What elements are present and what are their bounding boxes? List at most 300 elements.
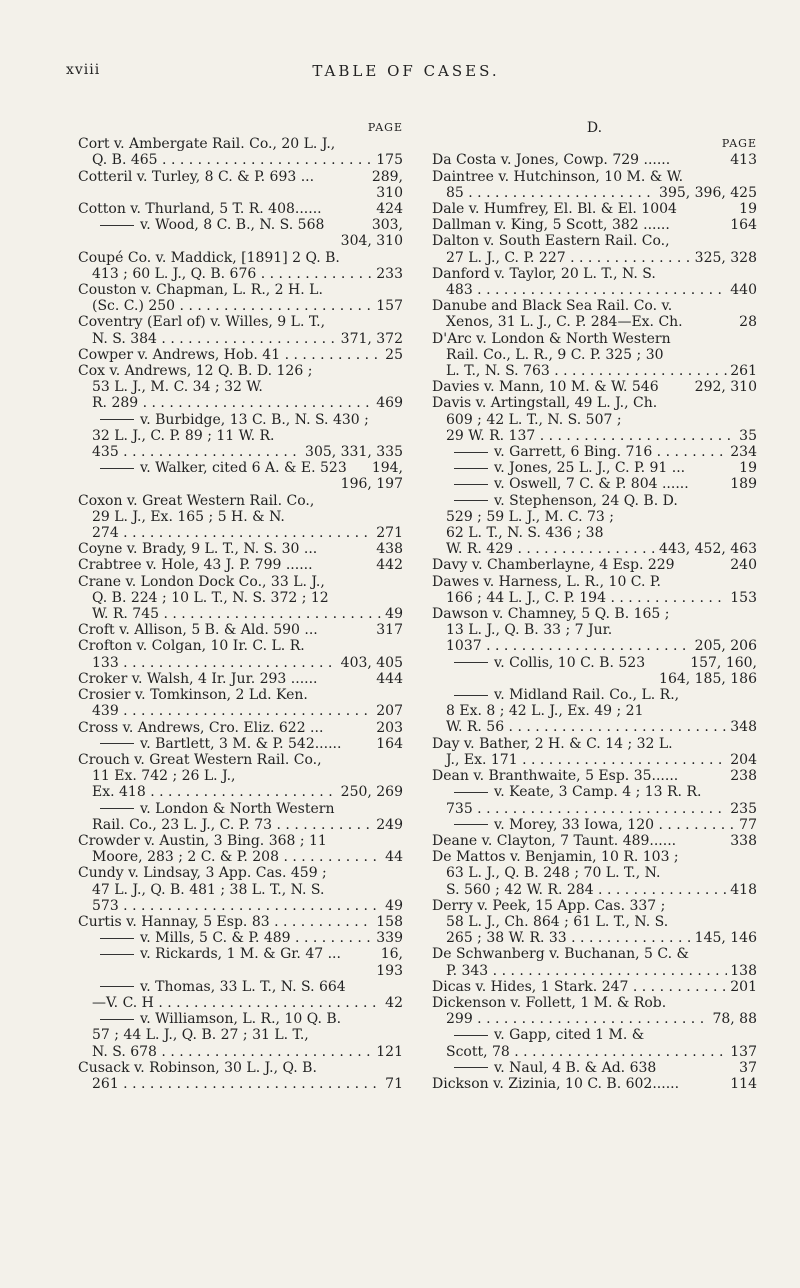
citation-text: v. Stephenson, 24 Q. B. D. [494, 492, 678, 509]
page-reference: 44 [382, 849, 403, 865]
case-line [78, 590, 403, 606]
case-line [432, 347, 757, 363]
case-entry [78, 671, 403, 687]
case-line [78, 687, 403, 703]
citation-text: 57 ; 44 L. J., Q. B. 27 ; 31 L. T., [92, 1027, 309, 1044]
case-entry [78, 1011, 403, 1060]
ditto-dash [454, 824, 488, 825]
case-entry [432, 833, 757, 849]
case-entry [78, 687, 403, 719]
citation-text: Cross v. Andrews, Cro. Eliz. 622 ... [78, 719, 324, 736]
ditto-dash [454, 468, 488, 469]
citation-text: Crouch v. Great Western Rail. Co., [78, 751, 322, 768]
ditto-dash [100, 938, 134, 939]
ditto-dash [454, 1035, 488, 1036]
right-column [432, 120, 757, 1092]
citation-text: v. Oswell, 7 C. & P. 804 ...... [494, 476, 689, 493]
ditto-dash [100, 468, 134, 469]
running-title: TABLE OF CASES. [312, 62, 500, 80]
ditto-dash [454, 484, 488, 485]
case-line [78, 314, 403, 330]
citation-text: Coxon v. Great Western Rail. Co., [78, 492, 315, 509]
citation-text: Cox v. Andrews, 12 Q. B. D. 126 ; [78, 363, 313, 380]
citation-text: 439 . . . [92, 703, 403, 719]
case-line [78, 428, 403, 444]
case-line [432, 395, 757, 411]
case-line [78, 574, 403, 590]
case-line [432, 963, 757, 979]
citation-text: (Sc. C.) 250 . . . [92, 298, 403, 314]
page-reference: 138 [727, 963, 757, 979]
page-reference: 233 [373, 266, 403, 282]
page-reference: 203 [373, 720, 403, 736]
citation-text: 29 L. J., Ex. 165 ; 5 H. & N. [92, 508, 285, 525]
case-entry [432, 736, 757, 768]
case-line [432, 898, 757, 914]
citation-text: Da Costa v. Jones, Cowp. 729 ...... [432, 152, 671, 169]
case-entry [78, 282, 403, 314]
page-reference: 157 [373, 298, 403, 314]
citation-text: 62 L. T., N. S. 436 ; 38 [446, 525, 604, 542]
page-reference: 137 [727, 1044, 757, 1060]
page-reference: 371, 372 [338, 331, 403, 347]
case-line [432, 201, 757, 217]
page-reference: 339 [373, 930, 403, 946]
citation-text: Davis v. Artingstall, 49 L. J., Ch. [432, 395, 658, 412]
citation-text: 11 Ex. 742 ; 26 L. J., [92, 768, 236, 785]
case-entry [78, 914, 403, 930]
citation-text: Xenos, 31 L. J., C. P. 284—Ex. Ch. [446, 314, 683, 331]
case-entry [78, 250, 403, 282]
case-line [78, 671, 403, 687]
page-reference: 234 [727, 444, 757, 460]
citation-text: 13 L. J., Q. B. 33 ; 7 Jur. [446, 622, 613, 639]
case-entry [432, 655, 757, 687]
citation-text: Rail. Co., L. R., 9 C. P. 325 ; 30 [446, 346, 664, 363]
ditto-dash [100, 808, 134, 809]
citation-text: R. 289 . . . [92, 395, 403, 411]
citation-text: 483 . . . [446, 282, 757, 298]
page-reference: 304, 310 [340, 233, 403, 250]
citation-text: Q. B. 465 . . . [92, 152, 403, 168]
citation-text: 85 . . . [446, 185, 757, 201]
ditto-dash [100, 419, 134, 420]
citation-text: v. Wood, 8 C. B., N. S. 568 [140, 217, 325, 234]
ditto-dash [100, 986, 134, 987]
case-entry [78, 314, 403, 346]
case-entry [78, 460, 403, 492]
page-reference: 204 [727, 752, 757, 768]
case-line [432, 185, 757, 201]
citation-text: Q. B. 224 ; 10 L. T., N. S. 372 ; 12 [92, 589, 329, 606]
case-line [78, 946, 403, 962]
case-line [78, 963, 403, 979]
case-line [432, 266, 757, 282]
case-line [78, 606, 403, 622]
case-line [432, 314, 757, 330]
case-entry [78, 865, 403, 914]
case-line [78, 1027, 403, 1043]
case-entry [432, 201, 757, 217]
page-reference: 240 [727, 557, 757, 573]
citation-text: Dickson v. Zizinia, 10 C. B. 602...... [432, 1075, 680, 1092]
case-entry [78, 801, 403, 833]
page-reference: 19 [736, 460, 757, 476]
citation-text: v. Morey, 33 Iowa, 120 . . . [494, 817, 757, 833]
case-line [78, 347, 403, 363]
case-line [78, 833, 403, 849]
case-entry [78, 493, 403, 542]
case-line [432, 622, 757, 638]
case-entry [432, 460, 757, 476]
case-line [78, 233, 403, 249]
page-reference: 35 [736, 428, 757, 444]
case-entry [78, 736, 403, 752]
citation-text: Ex. 418 . . . [92, 784, 403, 800]
page-reference: 418 [727, 882, 757, 898]
case-line [78, 331, 403, 347]
case-entry [78, 363, 403, 412]
citation-text: Dickenson v. Follett, 1 M. & Rob. [432, 994, 667, 1011]
ditto-dash [454, 1067, 488, 1068]
case-line [78, 638, 403, 654]
case-line [432, 736, 757, 752]
case-line [432, 914, 757, 930]
left-entries [78, 136, 403, 1092]
citation-text: Derry v. Peek, 15 App. Cas. 337 ; [432, 897, 666, 914]
case-line [78, 1060, 403, 1076]
case-line [78, 703, 403, 719]
case-line [78, 817, 403, 833]
citation-text: Danford v. Taylor, 20 L. T., N. S. [432, 265, 656, 282]
case-line [432, 217, 757, 233]
case-line [432, 541, 757, 557]
case-line [432, 606, 757, 622]
case-entry [432, 687, 757, 736]
citation-text: Rail. Co., 23 L. J., C. P. 73 . . . [92, 817, 403, 833]
citation-text: 529 ; 59 L. J., M. C. 73 ; [446, 508, 615, 525]
citation-text: Dawes v. Harness, L. R., 10 C. P. [432, 573, 661, 590]
case-entry [432, 152, 757, 168]
case-entry [78, 930, 403, 946]
case-line [432, 590, 757, 606]
citation-text: v. Bartlett, 3 M. & P. 542...... [140, 735, 342, 752]
page-reference: 71 [382, 1076, 403, 1092]
case-line [432, 282, 757, 298]
case-line [78, 752, 403, 768]
page-reference: 289, [369, 169, 403, 185]
case-line [78, 914, 403, 930]
case-line [432, 152, 757, 168]
page-reference: 443, 452, 463 [656, 541, 757, 557]
page-reference: 77 [736, 817, 757, 833]
case-line [78, 979, 403, 995]
case-line [432, 979, 757, 995]
case-entry [432, 1027, 757, 1059]
case-line [432, 784, 757, 800]
case-entry [432, 946, 757, 978]
citation-text: 58 L. J., Ch. 864 ; 61 L. T., N. S. [446, 913, 669, 930]
citation-text: 261 . . . [92, 1076, 403, 1092]
page-reference: 235 [727, 801, 757, 817]
case-entry [432, 979, 757, 995]
ditto-dash [454, 792, 488, 793]
case-entry [78, 1060, 403, 1092]
case-line [78, 412, 403, 428]
citation-text: 413 ; 60 L. J., Q. B. 676 . . . [92, 266, 403, 282]
page-reference: 153 [727, 590, 757, 606]
citation-text: v. Keate, 3 Camp. 4 ; 13 R. R. [494, 784, 702, 801]
page-reference: 189 [727, 476, 757, 492]
citation-text: 435 . . . [92, 444, 403, 460]
case-line [78, 444, 403, 460]
citation-text: 735 . . . [446, 801, 757, 817]
case-entry [78, 720, 403, 736]
case-line [78, 217, 403, 233]
case-line [432, 768, 757, 784]
case-line [432, 703, 757, 719]
case-line [78, 930, 403, 946]
citation-text: —V. C. H . . . [92, 995, 403, 1011]
case-line [432, 509, 757, 525]
page-column-label: PAGE [721, 137, 757, 151]
page-column-label: PAGE [367, 121, 403, 134]
case-line [78, 1011, 403, 1027]
citation-text: Coupé Co. v. Maddick, [1891] 2 Q. B. [78, 249, 340, 266]
case-entry [432, 493, 757, 558]
case-entry [78, 833, 403, 865]
ditto-dash [454, 695, 488, 696]
page-reference: 310 [376, 184, 403, 201]
citation-text: Cotteril v. Turley, 8 C. & P. 693 ... [78, 168, 315, 185]
ditto-dash [454, 500, 488, 501]
page-reference: 205, 206 [692, 638, 757, 654]
ditto-dash [100, 954, 134, 955]
case-line [78, 995, 403, 1011]
citation-text: Crabtree v. Hole, 43 J. P. 799 ...... [78, 557, 313, 574]
case-line [432, 493, 757, 509]
page-reference: 19 [736, 201, 757, 217]
case-entry [78, 169, 403, 201]
citation-text: De Mattos v. Benjamin, 10 R. 103 ; [432, 849, 679, 866]
page-reference: 145, 146 [692, 930, 757, 946]
case-line [432, 1027, 757, 1043]
citation-text: Cort v. Ambergate Rail. Co., 20 L. J., [78, 136, 336, 153]
page-reference: 164 [727, 217, 757, 233]
page-reference: 395, 396, 425 [656, 185, 757, 201]
citation-text: 265 ; 38 W. R. 33 . . . [446, 930, 757, 946]
case-line [78, 557, 403, 573]
page-reference: 250, 269 [338, 784, 403, 800]
case-line [432, 865, 757, 881]
case-line [78, 768, 403, 784]
citation-text: 63 L. J., Q. B. 248 ; 70 L. T., N. [446, 865, 661, 882]
citation-text: 299 . . . [446, 1011, 757, 1027]
citation-text: Cowper v. Andrews, Hob. 41 . . . [78, 347, 403, 363]
page-reference: 158 [373, 914, 403, 930]
right-entries [432, 152, 757, 1092]
case-line [78, 201, 403, 217]
page-reference: 440 [727, 282, 757, 298]
page-reference: 424 [373, 201, 403, 217]
citation-text: Croker v. Walsh, 4 Ir. Jur. 293 ...... [78, 670, 318, 687]
case-line [78, 185, 403, 201]
citation-text: v. London & North Western [140, 800, 335, 817]
case-line [78, 395, 403, 411]
citation-text: v. Thomas, 33 L. T., N. S. 664 [140, 978, 346, 995]
case-line [432, 817, 757, 833]
case-line [78, 736, 403, 752]
citation-text: L. T., N. S. 763 . . . [446, 363, 757, 379]
case-line [78, 898, 403, 914]
page-reference: 303, [369, 217, 403, 233]
case-entry [432, 784, 757, 816]
case-entry [78, 574, 403, 623]
page-reference: 164 [373, 736, 403, 752]
citation-text: Scott, 78 . . . [446, 1044, 757, 1060]
citation-text: Dicas v. Hides, 1 Stark. 247 . . . [432, 979, 757, 995]
case-entry [432, 233, 757, 265]
case-line [78, 298, 403, 314]
citation-text: 29 W. R. 137 . . . [446, 428, 757, 444]
citation-text: Cusack v. Robinson, 30 L. J., Q. B. [78, 1059, 317, 1076]
case-line [78, 152, 403, 168]
citation-text: v. Rickards, 1 M. & Gr. 47 ... [140, 946, 341, 963]
case-line [78, 250, 403, 266]
page-reference: 403, 405 [338, 655, 403, 671]
case-line [78, 1076, 403, 1092]
citation-text: v. Mills, 5 C. & P. 489 . . . [140, 930, 403, 946]
page-reference: 49 [382, 606, 403, 622]
citation-text: Coyne v. Brady, 9 L. T., N. S. 30 ... [78, 541, 318, 558]
citation-text: W. R. 745 . . . [92, 606, 403, 622]
citation-text: 274 . . . [92, 525, 403, 541]
case-line [432, 930, 757, 946]
citation-text: N. S. 678 . . . [92, 1044, 403, 1060]
citation-text: 133 . . . [92, 655, 403, 671]
citation-text: Crane v. London Dock Co., 33 L. J., [78, 573, 325, 590]
citation-text: D'Arc v. London & North Western [432, 330, 671, 347]
case-line [78, 849, 403, 865]
citation-text: Croft v. Allison, 5 B. & Ald. 590 ... [78, 622, 318, 639]
page-reference: 175 [373, 152, 403, 168]
case-line [78, 509, 403, 525]
case-line [432, 557, 757, 573]
case-line [78, 1044, 403, 1060]
citation-text: v. Naul, 4 B. & Ad. 638 [494, 1059, 657, 1076]
case-line [78, 882, 403, 898]
citation-text: Crowder v. Austin, 3 Bing. 368 ; 11 [78, 832, 327, 849]
case-line [432, 833, 757, 849]
ditto-dash [100, 1019, 134, 1020]
citation-text: De Schwanberg v. Buchanan, 5 C. & [432, 946, 689, 963]
page-reference: 325, 328 [692, 250, 757, 266]
case-line [78, 169, 403, 185]
citation-text: v. Collis, 10 C. B. 523 [494, 654, 646, 671]
case-entry [78, 638, 403, 670]
case-line [432, 752, 757, 768]
case-entry [432, 476, 757, 492]
citation-text: 573 . . . [92, 898, 403, 914]
ditto-dash [100, 743, 134, 744]
case-line [432, 687, 757, 703]
case-line [432, 1076, 757, 1092]
page-reference: 37 [736, 1060, 757, 1076]
case-entry [432, 395, 757, 444]
citation-text: S. 560 ; 42 W. R. 284 . . . [446, 882, 757, 898]
citation-text: Dalton v. South Eastern Rail. Co., [432, 233, 670, 250]
case-entry [432, 898, 757, 947]
page-reference: 413 [727, 152, 757, 168]
page-reference: 207 [373, 703, 403, 719]
page-header [66, 62, 746, 86]
page-reference: 196, 197 [340, 476, 403, 493]
case-line [432, 444, 757, 460]
case-line [432, 801, 757, 817]
page-reference: 438 [373, 541, 403, 557]
case-line [432, 460, 757, 476]
case-line [432, 638, 757, 654]
case-entry [432, 995, 757, 1027]
citation-text: W. R. 56 . . . [446, 719, 757, 735]
case-line [78, 541, 403, 557]
case-line [432, 671, 757, 687]
citation-text: 47 L. J., Q. B. 481 ; 38 L. T., N. S. [92, 881, 325, 898]
case-entry [432, 606, 757, 655]
case-entry [78, 979, 403, 1011]
case-line [432, 298, 757, 314]
page-reference: 201 [727, 979, 757, 995]
case-line [78, 460, 403, 476]
citation-text: Cundy v. Lindsay, 3 App. Cas. 459 ; [78, 865, 327, 882]
citation-text: Crofton v. Colgan, 10 Ir. C. L. R. [78, 638, 305, 655]
citation-text: Daintree v. Hutchinson, 10 M. & W. [432, 168, 684, 185]
case-line [432, 719, 757, 735]
case-line [432, 363, 757, 379]
case-entry [78, 541, 403, 557]
case-line [78, 720, 403, 736]
case-entry [432, 574, 757, 606]
page-reference: 249 [373, 817, 403, 833]
citation-text: P. 343 . . . [446, 963, 757, 979]
citation-text: Davies v. Mann, 10 M. & W. 546 [432, 379, 659, 396]
case-entry [432, 557, 757, 573]
citation-text: v. Jones, 25 L. J., C. P. 91 ... [494, 460, 686, 477]
page-reference: 261 [727, 363, 757, 379]
citation-text: Davy v. Chamberlayne, 4 Esp. 229 [432, 557, 675, 574]
case-entry [78, 201, 403, 217]
page-reference: 42 [382, 995, 403, 1011]
page-reference: 305, 331, 335 [302, 444, 403, 460]
case-entry [432, 849, 757, 898]
case-entry [78, 347, 403, 363]
case-entry [78, 946, 403, 978]
ditto-dash [454, 452, 488, 453]
citation-text: Crosier v. Tomkinson, 2 Ld. Ken. [78, 687, 308, 704]
case-line [78, 784, 403, 800]
case-line [432, 476, 757, 492]
citation-text: Curtis v. Hannay, 5 Esp. 83 . . . [78, 914, 403, 930]
citation-text: v. Williamson, L. R., 10 Q. B. [140, 1011, 342, 1028]
case-line [78, 363, 403, 379]
case-entry [432, 169, 757, 201]
case-line [78, 282, 403, 298]
citation-text: 53 L. J., M. C. 34 ; 32 W. [92, 379, 263, 396]
citation-text: 8 Ex. 8 ; 42 L. J., Ex. 49 ; 21 [446, 703, 644, 720]
citation-text: 166 ; 44 L. J., C. P. 194 . . . [446, 590, 757, 606]
citation-text: Dawson v. Chamney, 5 Q. B. 165 ; [432, 606, 670, 623]
case-line [432, 1060, 757, 1076]
